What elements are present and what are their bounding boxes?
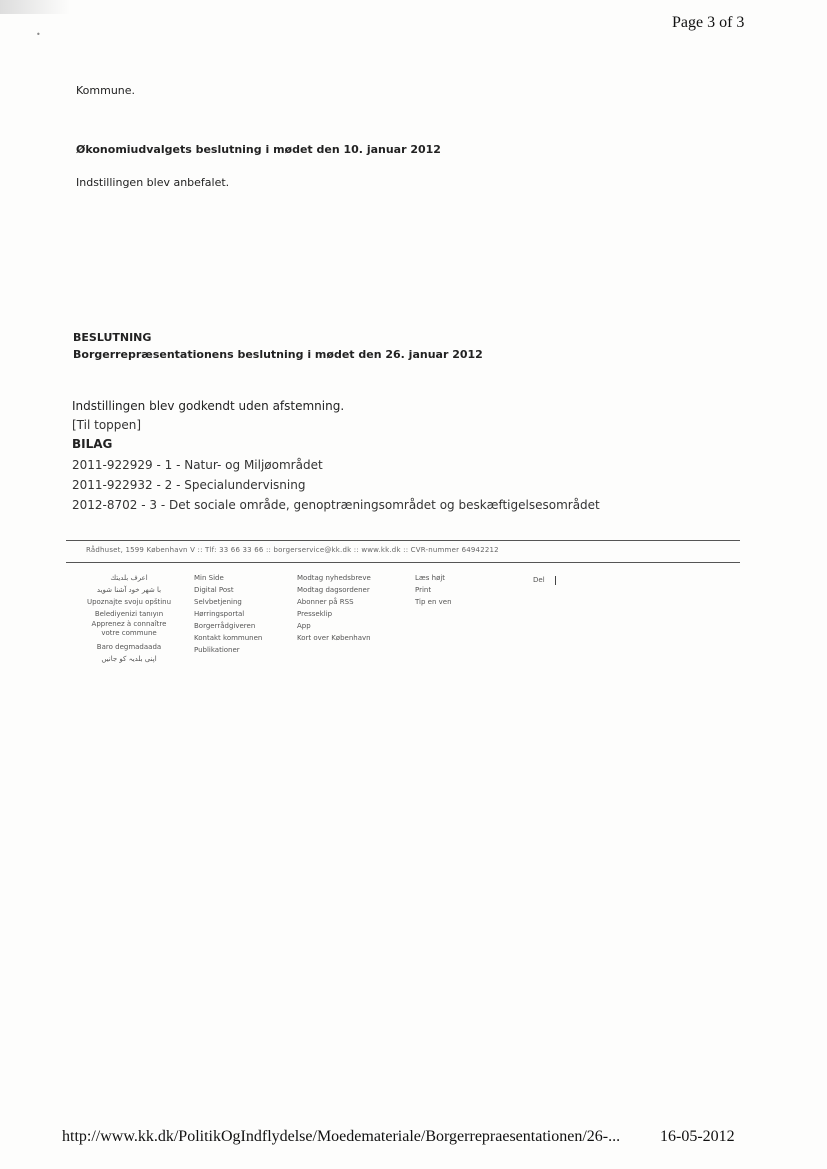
footer-link[interactable]: Modtag nyhedsbreve xyxy=(297,574,371,582)
language-link[interactable]: Baro degmadaada xyxy=(96,643,162,651)
footer-link[interactable]: Kontakt kommunen xyxy=(194,634,263,642)
share-divider xyxy=(555,576,556,585)
language-link[interactable]: اپنی بلدیہ کو جانیں xyxy=(101,655,157,663)
footer-link[interactable]: Hørringsportal xyxy=(194,610,245,618)
language-link[interactable]: Belediyenizi tanıyın xyxy=(94,610,164,618)
footer-link[interactable]: Selvbetjening xyxy=(194,598,242,606)
scan-mark: • xyxy=(36,30,41,39)
language-link[interactable]: Apprenez à connaître votre commune xyxy=(91,620,167,637)
share-control[interactable] xyxy=(533,574,556,586)
attachment-link[interactable]: 2011-922932 - 2 - Specialundervisning xyxy=(72,478,306,492)
footer-link[interactable]: Digital Post xyxy=(194,586,234,594)
footer-link[interactable]: Kort over København xyxy=(297,634,371,642)
footer-link[interactable]: Min Side xyxy=(194,574,224,582)
attachment-link[interactable]: 2012-8702 - 3 - Det sociale område, genoptræningsområdet og beskæftigelsesområdet xyxy=(72,498,600,512)
footer-link[interactable]: Modtag dagsordener xyxy=(297,586,370,594)
language-link[interactable]: Upoznajte svoju opštinu xyxy=(86,598,172,606)
print-date: 16-05-2012 xyxy=(660,1128,735,1145)
econ-decision-text: Indstillingen blev anbefalet. xyxy=(76,176,230,189)
bilag-label: BILAG xyxy=(72,437,113,451)
language-link[interactable]: با شهر خود آشنا شوید xyxy=(96,586,162,594)
beslutning-label: BESLUTNING xyxy=(73,331,152,344)
scan-shadow xyxy=(0,0,70,14)
footer-link[interactable]: Print xyxy=(415,586,432,594)
footer-subscribe-links xyxy=(297,572,371,644)
language-link[interactable]: اعرف بلديتك xyxy=(110,574,148,582)
kommune-text: Kommune. xyxy=(76,84,136,97)
footer-address: Rådhuset, 1599 København V :: Tlf: 33 66 33 66 :: borgerservice@kk.dk :: www.kk.dk :: CVR-nummer 64942212 xyxy=(86,546,499,554)
print-url: http://www.kk.dk/PolitikOgIndflydelse/Moedemateriale/Borgerrepraesentationen/26-... xyxy=(62,1128,621,1145)
econ-decision-heading: Økonomiudvalgets beslutning i mødet den 10. januar 2012 xyxy=(76,143,441,156)
footer-language-links xyxy=(84,572,174,665)
footer-link[interactable]: Abonner på RSS xyxy=(297,598,354,606)
page-number: Page 3 of 3 xyxy=(672,14,745,31)
footer-bottom-rule xyxy=(66,562,740,563)
footer-link[interactable]: Borgerrådgiveren xyxy=(194,622,256,630)
footer-link[interactable]: Presseklip xyxy=(297,610,333,618)
br-decision-text: Indstillingen blev godkendt uden afstemning. xyxy=(72,399,345,413)
share-label[interactable]: Del xyxy=(533,576,545,584)
footer-link[interactable]: Læs højt xyxy=(415,574,446,582)
br-decision-heading: Borgerrepræsentationens beslutning i mødet den 26. januar 2012 xyxy=(73,348,483,361)
footer-link[interactable]: App xyxy=(297,622,311,630)
to-top-link[interactable]: [Til toppen] xyxy=(72,418,142,432)
footer-services-links xyxy=(194,572,262,656)
footer-tools-links xyxy=(415,572,452,608)
attachment-link[interactable]: 2011-922929 - 1 - Natur- og Miljøområdet xyxy=(72,458,323,472)
footer-top-rule xyxy=(66,540,740,541)
footer-link[interactable]: Publikationer xyxy=(194,646,240,654)
footer-link[interactable]: Tip en ven xyxy=(415,598,452,606)
